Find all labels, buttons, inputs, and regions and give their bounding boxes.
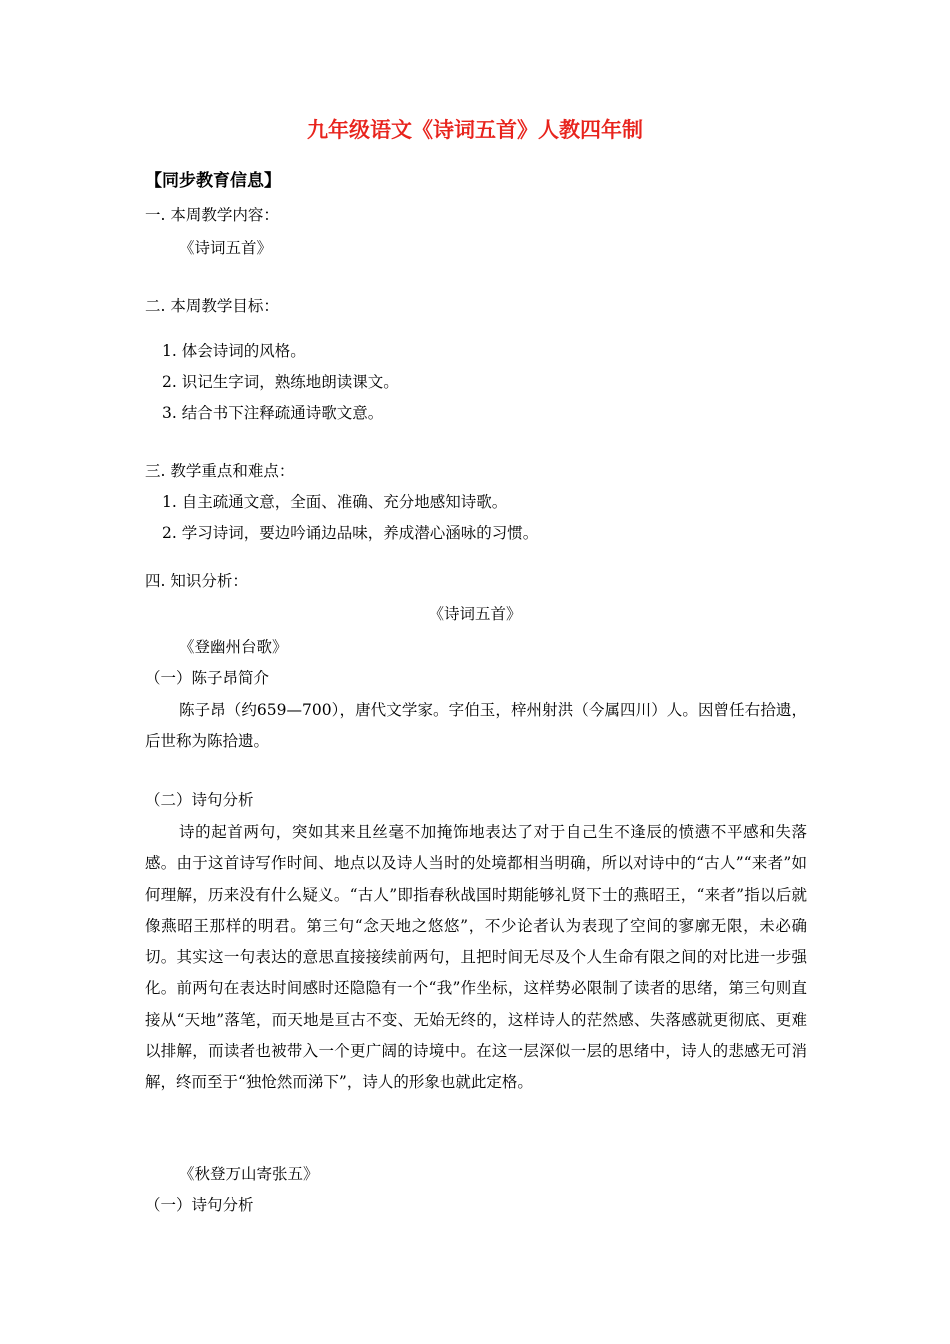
s2-heading: 二. 本周教学目标： (145, 297, 279, 315)
poem2-title: 《秋登万山寄张五》 (179, 1165, 319, 1183)
s3-heading: 三. 教学重点和难点： (145, 462, 295, 480)
poem2-subheading: （一）诗句分析 (145, 1196, 254, 1214)
s2-item: 1. 体会诗词的风格。 (162, 342, 306, 360)
s4-center-title: 《诗词五首》 (428, 605, 522, 623)
poem1-subheading: （二）诗句分析 (145, 791, 254, 809)
s2-item: 2. 识记生字词，熟练地朗读课文。 (162, 373, 399, 391)
s2-item: 3. 结合书下注释疏通诗歌文意。 (162, 404, 384, 422)
poem1-subheading: （一）陈子昂简介 (145, 669, 270, 687)
poem1-author-intro: 陈子昂（约659—700），唐代文学家。字伯玉，梓州射洪（今属四川）人。因曾任右拾遗，后世称为陈拾遗。 (145, 701, 807, 751)
poem1-title: 《登幽州台歌》 (179, 638, 288, 656)
poem1-analysis: 诗的起首两句，突如其来且丝毫不加掩饰地表达了对于自己生不逢辰的愤懑不平感和失落感。由于这首诗写作时间、地点以及诗人当时的处境都相当明确，所以对诗中的“古人”“来者”如何理解，历来没有什么疑义。“古人”即指春秋战国时期能够礼贤下士的燕昭王，“来者”指以后就像燕昭王那样的明君。第三句“念天地之悠悠”，不少论者认为表现了空间的寥廓无限，未必确切。其实这一句表达的意思直接接续前两句，且把时间无尽及个人生命有限之间的对比进一步强化。前两句在表达时间感时还隐隐有一个“我”作坐标，这样势必限制了读者的思绪，第三句则直接从“天地”落笔，而天地是亘古不变、无始无终的，这样诗人的茫然感、失落感就更彻底、更难以排解，而读者也被带入一个更广阔的诗境中。在这一层深似一层的思绪中，诗人的悲感无可消解，终而至于“独怆然而涕下”，诗人的形象也就此定格。 (145, 823, 807, 1092)
s1-heading: 一. 本周教学内容： (145, 206, 279, 224)
s1-content: 《诗词五首》 (179, 239, 273, 257)
section-heading: 【同步教育信息】 (145, 171, 281, 191)
document-title: 九年级语文《诗词五首》人教四年制 (307, 117, 643, 142)
s4-heading: 四. 知识分析： (145, 572, 248, 590)
s3-item: 1. 自主疏通文意，全面、准确、充分地感知诗歌。 (162, 493, 508, 511)
s3-item: 2. 学习诗词，要边吟诵边品味，养成潜心涵咏的习惯。 (162, 524, 539, 542)
